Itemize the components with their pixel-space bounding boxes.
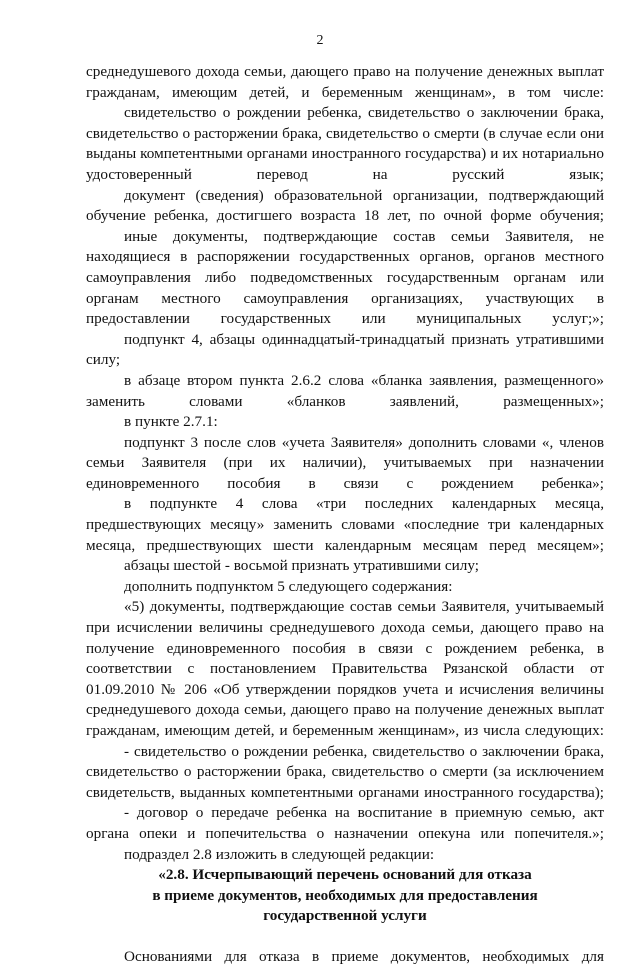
paragraph: документ (сведения) образовательной организации, подтверждающий обучение ребенка, достигшего возраста 18 лет, по очной форме обучения; — [86, 186, 604, 225]
paragraph: в подпункте 4 слова «три последних календарных месяца, предшествующих месяцу» заменить словами «последние три календарных месяца, предшествующих шести календарным месяцам перед месяцем»; — [86, 495, 604, 554]
paragraph: Основаниями для отказа в приеме документов, необходимых для — [124, 947, 604, 965]
paragraph: в пункте 2.7.1: — [124, 413, 218, 431]
document-body — [86, 62, 604, 968]
paragraph: свидетельство о рождении ребенка, свидетельство о заключении брака, свидетельство о расторжении брака, свидетельство о смерти (в случае если они выданы компетентными органами иностранного государства) и их нотариально удостоверенный перевод на русский язык; — [86, 104, 604, 183]
paragraph: среднедушевого дохода семьи, дающего право на получение денежных выплат гражданам, имеющим детей, и беременным женщинам», в том числе: — [86, 63, 604, 101]
paragraph: в абзаце втором пункта 2.6.2 слова «бланка заявления, размещенного» заменить словами «бланков заявлений, размещенных»; — [86, 371, 604, 410]
paragraph: абзацы шестой - восьмой признать утратившими силу; — [124, 557, 479, 575]
page-number: 2 — [316, 33, 324, 48]
section-heading — [86, 865, 604, 927]
paragraph: подпункт 3 после слов «учета Заявителя» дополнить словами «, членов семьи Заявителя (при их наличии), учитываемых при назначении единовременного пособия в связи с рождением ребенка»; — [86, 433, 604, 492]
heading-line: в приеме документов, необходимых для предоставления — [152, 886, 538, 904]
paragraph: - свидетельство о рождении ребенка, свидетельство о заключении брака, свидетельство о расторжении брака, свидетельство о смерти (за исключением свидетельств, выданных компетентными органами иностранного государства); — [86, 742, 604, 801]
paragraph: дополнить подпунктом 5 следующего содержания: — [124, 577, 453, 595]
paragraph: иные документы, подтверждающие состав семьи Заявителя, не находящиеся в распоряжении государственных органов, органов местного самоуправления либо подведомственных государственным органам или органам местного самоуправления организациях, участвующих в предоставлении государственных или муниципальных услуг;»; — [86, 227, 604, 328]
heading-line: государственной услуги — [263, 907, 427, 925]
spacer — [86, 927, 604, 947]
paragraph: - договор о передаче ребенка на воспитание в приемную семью, акт органа опеки и попечительства о назначении опекуна или попечителя.»; — [86, 804, 604, 842]
heading-line: «2.8. Исчерпывающий перечень оснований для отказа — [158, 866, 532, 884]
paragraph: подраздел 2.8 изложить в следующей редакции: — [124, 845, 435, 863]
paragraph: подпункт 4, абзацы одиннадцатый-тринадцатый признать утратившими силу; — [86, 330, 604, 369]
paragraph: «5) документы, подтверждающие состав семьи Заявителя, учитываемый при исчислении величины среднедушевого дохода семьи, дающего право на получение единовременного пособия в связи с рождением ребенка, в соответствии с постановлением Правительства Рязанской области от 01.09.2010 № 206 «Об утверждении порядков учета и исчисления величины среднедушевого дохода семьи, дающего право на получение денежных выплат гражданам, имеющим детей, и беременным женщинам», из числа следующих: — [86, 598, 604, 739]
